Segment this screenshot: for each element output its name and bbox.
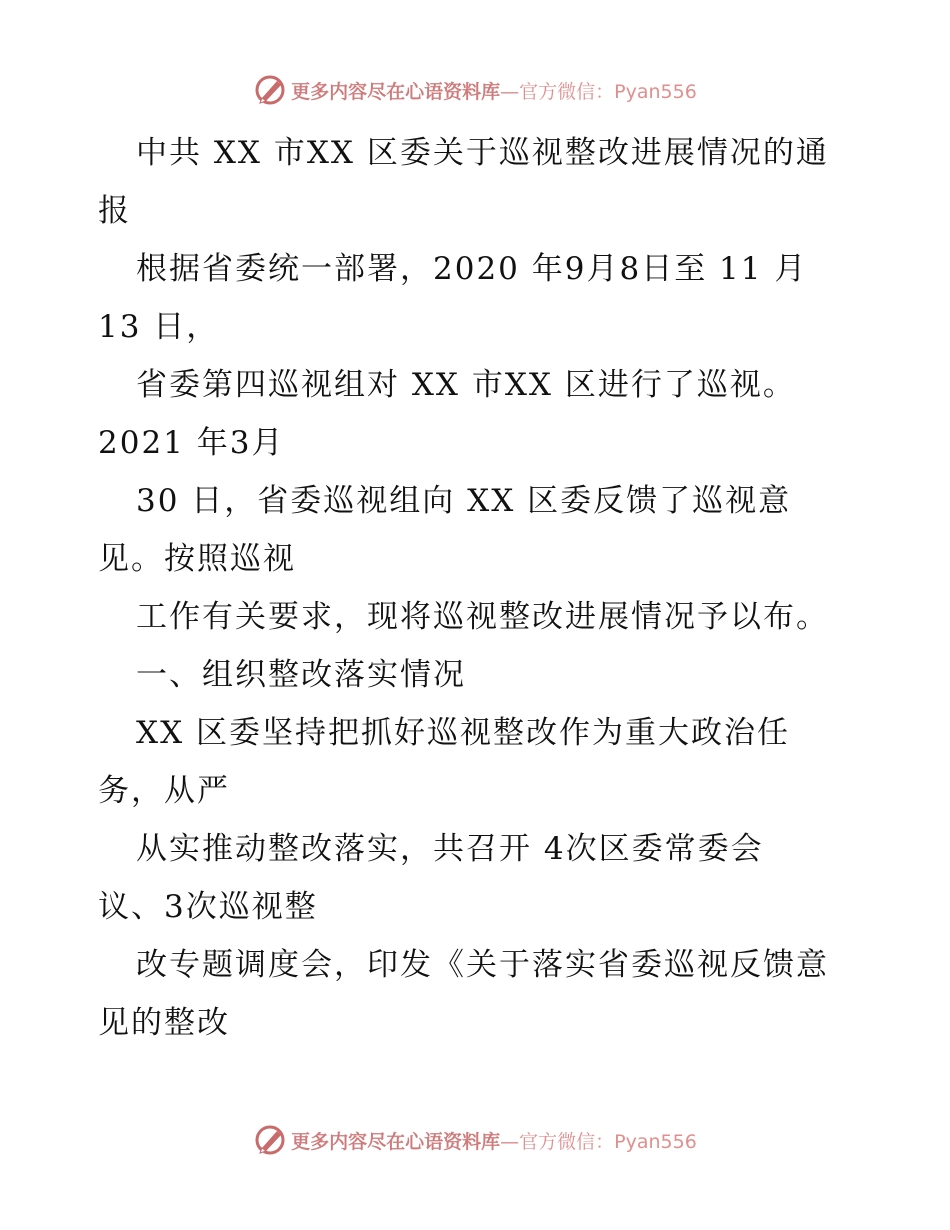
paragraph-line: 改专题调度会，印发《关于落实省委巡视反馈意 [136,947,829,983]
paragraph-line: 13 日， [98,309,220,345]
header-watermark [0,70,950,110]
doc-title-line-cont: 报 [98,193,131,229]
paragraph-line: 议、3次巡视整 [98,889,318,925]
section-heading: 一、组织整改落实情况 [136,657,466,693]
doc-title-line: 中共 XX 市XX 区委关于巡视整改进展情况的通 [136,135,829,171]
pen-logo-icon [253,73,287,107]
paragraph-line: 2021 年3月 [98,425,285,461]
paragraph-line: 30 日，省委巡视组向 XX 区委反馈了巡视意 [136,483,792,519]
paragraph-line: 工作有关要求，现将巡视整改进展情况予以布。 [136,599,829,635]
paragraph-line: 省委第四巡视组对 XX 市XX 区进行了巡视。 [136,367,796,403]
paragraph-line: 见。按照巡视 [98,541,296,577]
paragraph-line: 根据省委统一部署，2020 年9月8日至 11 月 [136,251,808,287]
watermark-text: 更多内容尽在心语资料库—官方微信：Pyan556 [291,80,697,103]
pen-logo-icon [253,1123,287,1157]
paragraph-line: 见的整改 [98,1005,230,1041]
footer-watermark [0,1120,950,1160]
paragraph-line: 务，从严 [98,773,230,809]
watermark-text: 更多内容尽在心语资料库—官方微信：Pyan556 [291,1130,697,1153]
paragraph-line: XX 区委坚持把抓好巡视整改作为重大政治任 [136,715,790,751]
document-body [98,124,868,1052]
paragraph-line: 从实推动整改落实，共召开 4次区委常委会 [136,831,764,867]
